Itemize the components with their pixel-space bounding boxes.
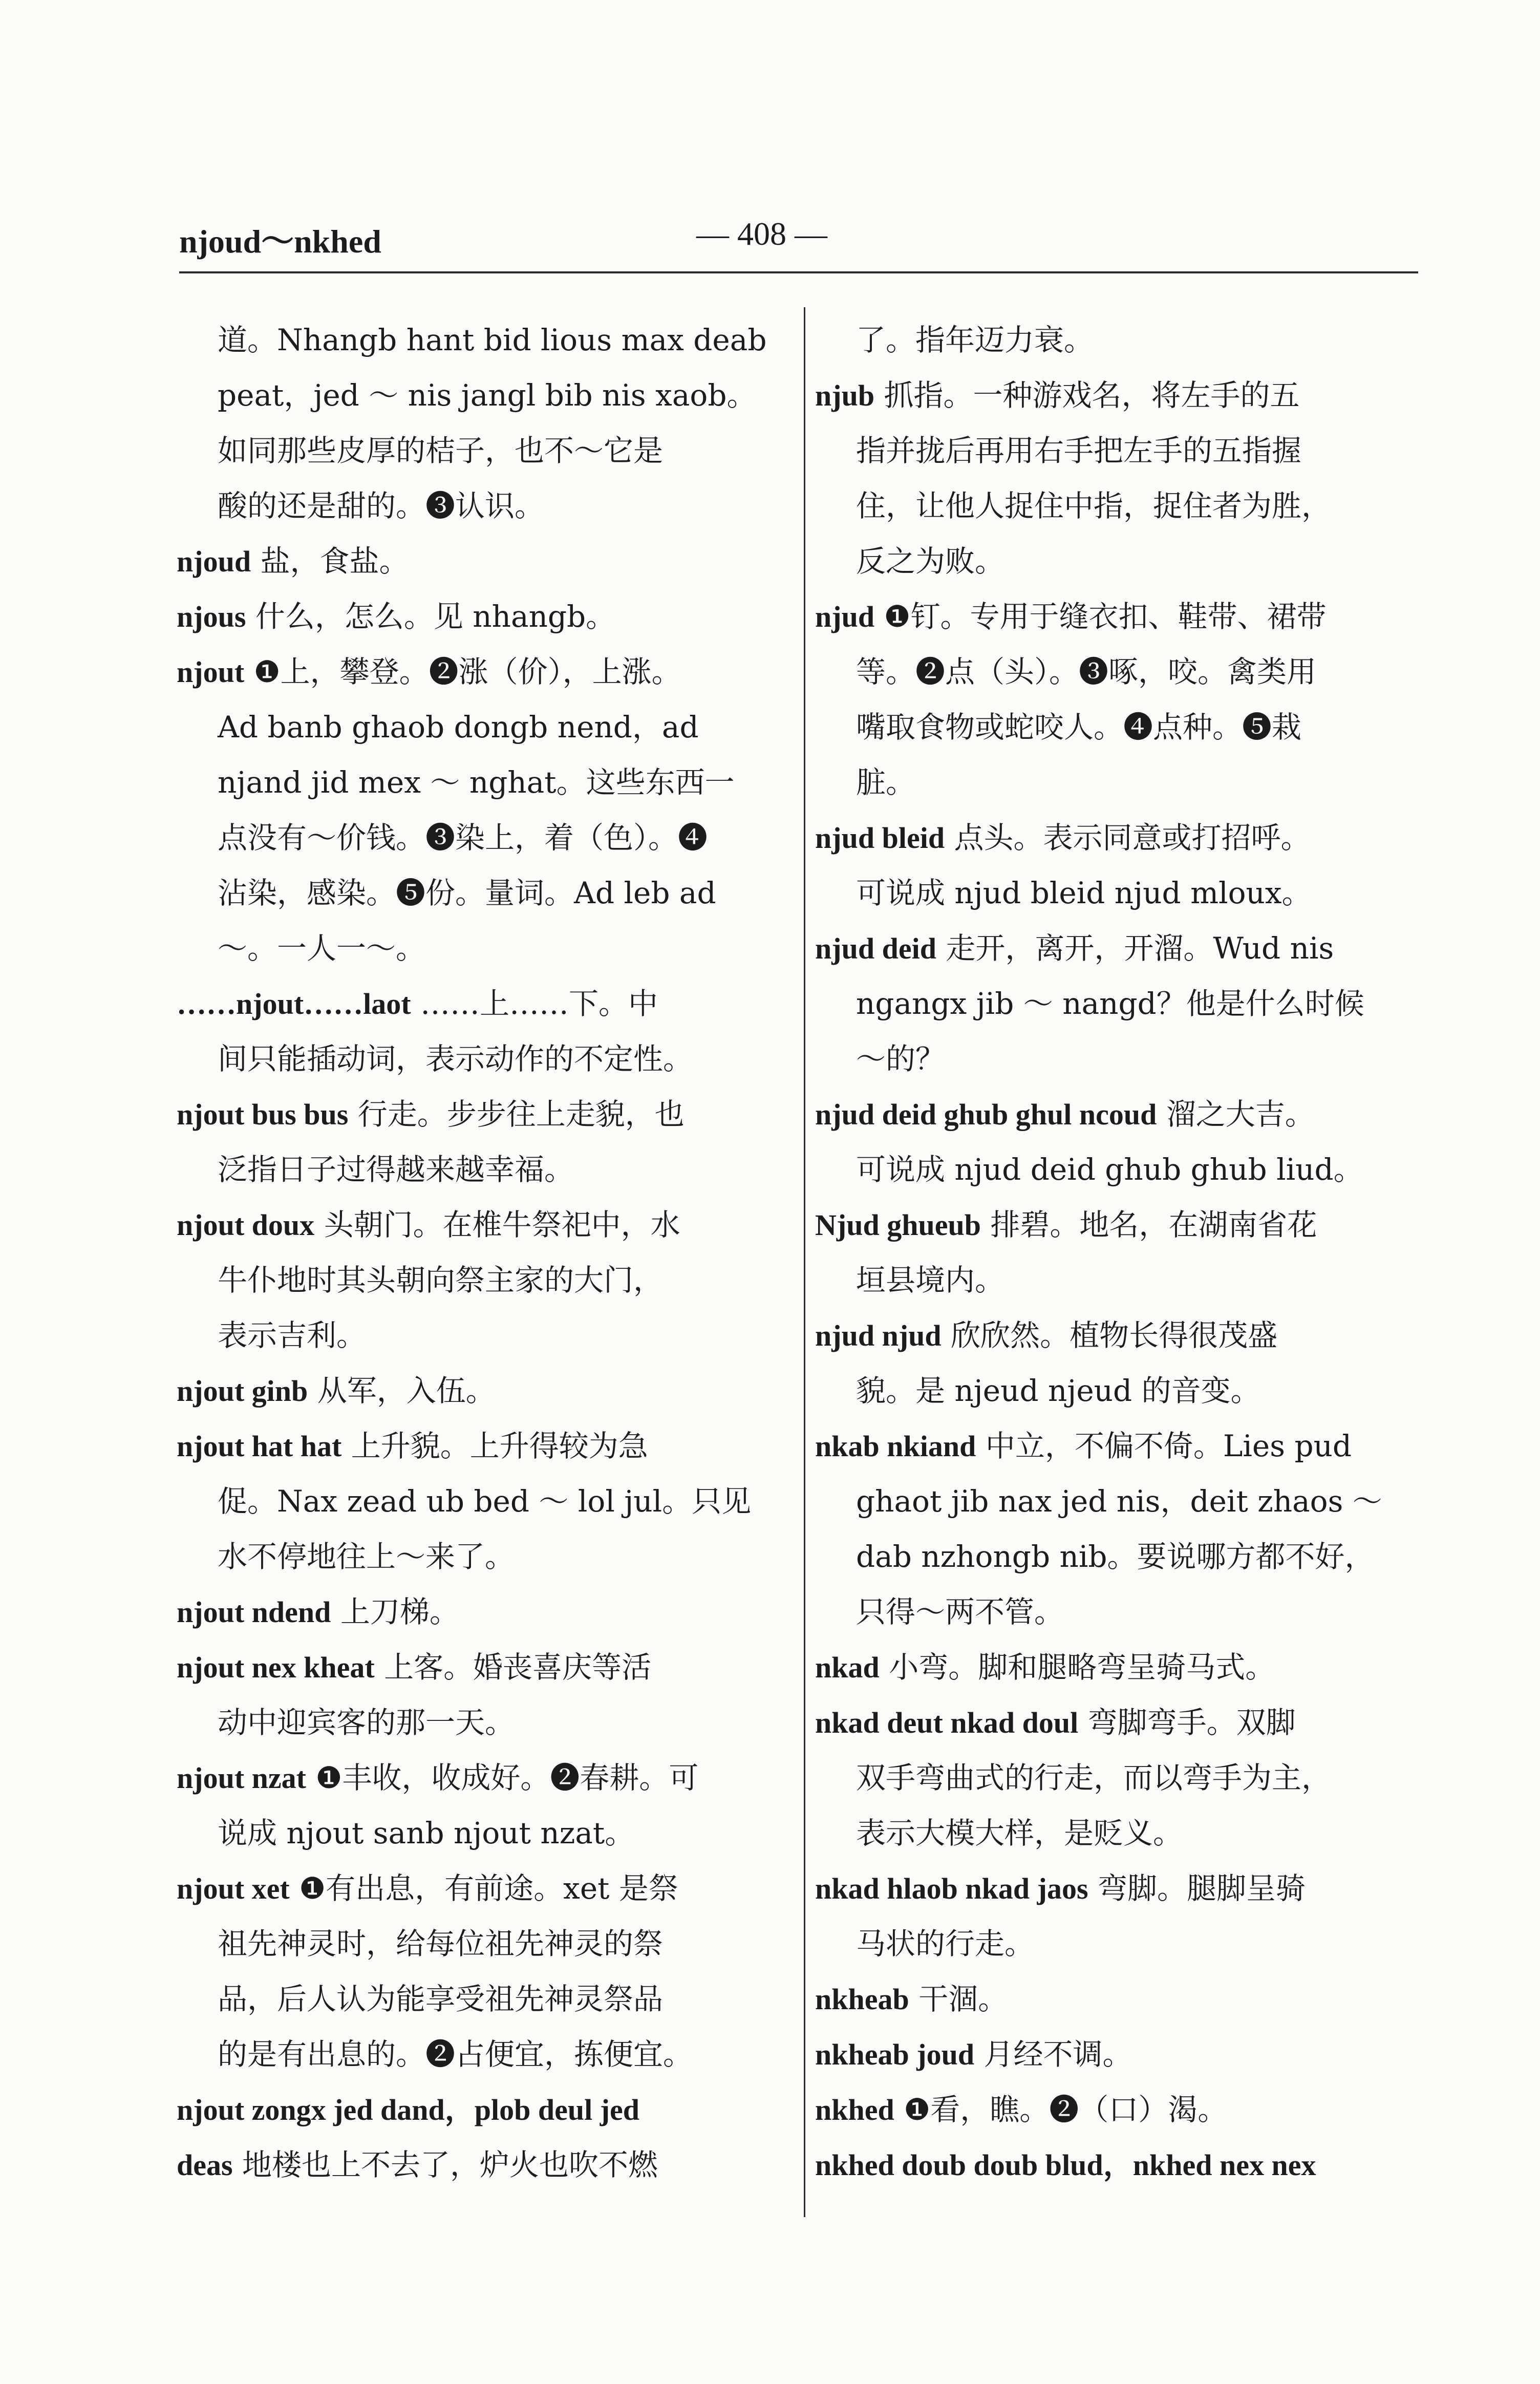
- headword: nkab nkiand: [815, 1430, 976, 1463]
- entry-line: [815, 1142, 1419, 1197]
- definition-text: 住，让他人捉住中指，捉住者为胜，: [856, 488, 1332, 523]
- entry-line: [177, 1805, 781, 1861]
- headword: njud njud: [815, 1319, 942, 1352]
- definition-text: 盐，食盐。: [251, 544, 409, 579]
- entry-line: [815, 699, 1419, 755]
- definition-text: 泛指日子过得越来越幸福。: [218, 1152, 574, 1187]
- entry-line: [177, 1418, 781, 1474]
- headword: njout bus bus: [177, 1098, 349, 1131]
- definition-text: 脏。: [856, 765, 916, 800]
- entry-line: [815, 1695, 1419, 1750]
- entry-line: [177, 1142, 781, 1197]
- definition-text: 如同那些皮厚的桔子，也不～它是: [218, 433, 664, 468]
- definition-text: 嘴取食物或蛇咬人。❹点种。❺栽: [856, 710, 1302, 744]
- definition-text: 的是有出息的。❷占便宜，拣便宜。: [218, 2037, 693, 2072]
- definition-text: ❶钉。专用于缝衣扣、鞋带、裙带: [874, 599, 1327, 634]
- definition-text: 弯脚。腿脚呈骑: [1088, 1871, 1306, 1906]
- definition-text: 头朝门。在椎牛祭祀中，水: [314, 1207, 680, 1242]
- definition-text: 点头。表示同意或打招呼。: [945, 820, 1311, 855]
- entry-line: [177, 921, 781, 976]
- entry-line: [815, 1087, 1419, 1142]
- headword: njout zongx jed dand，plob deul jed: [177, 2093, 640, 2126]
- headword: njout: [177, 655, 245, 689]
- entry-line: [177, 810, 781, 865]
- page-number: — 408 —: [696, 216, 827, 252]
- entry-line: [177, 865, 781, 921]
- headword: nkheab: [815, 1983, 909, 2016]
- entry-line: [815, 976, 1419, 1031]
- entry-line: [177, 478, 781, 534]
- definition-text: ❶丰收，收成好。❷春耕。可: [306, 1760, 699, 1795]
- definition-text: ❶上，攀登。❷涨（价），上涨。: [244, 654, 681, 689]
- headword: njout doux: [177, 1208, 315, 1242]
- header-rule: [179, 271, 1418, 273]
- page-header: [179, 215, 1418, 260]
- entry-line: [177, 589, 781, 644]
- entry-line: [177, 1861, 781, 1916]
- definition-text: 品，后人认为能享受祖先神灵祭品: [218, 1982, 664, 2016]
- definition-text: 说成 njout sanb njout nzat。: [218, 1816, 635, 1850]
- headword: njout ndend: [177, 1595, 331, 1629]
- headword: njub: [815, 379, 875, 412]
- definition-text: 等。❷点（头）。❸啄，咬。禽类用: [856, 654, 1317, 689]
- entry-line: [815, 2027, 1419, 2082]
- headword: nkad deut nkad doul: [815, 1706, 1079, 1739]
- entry-line: [177, 312, 781, 368]
- entry-line: [815, 865, 1419, 921]
- headword: ……njout……laot: [177, 987, 411, 1020]
- entry-line: [177, 1750, 781, 1805]
- definition-text: 排碧。地名，在湖南省花: [980, 1207, 1317, 1242]
- definition-text: 指并拢后再用右手把左手的五指握: [856, 433, 1302, 468]
- headword: nkad: [815, 1651, 880, 1684]
- entry-line: [815, 312, 1419, 368]
- definition-text: 马状的行走。: [856, 1926, 1035, 1961]
- definition-text: 反之为败。: [856, 544, 1005, 579]
- definition-text: 可说成 njud deid ghub ghub liud。: [856, 1152, 1363, 1187]
- definition-text: 表示吉利。: [218, 1318, 367, 1353]
- entry-line: [177, 1640, 781, 1695]
- entry-line: [815, 1474, 1419, 1529]
- definition-text: 只得～两不管。: [856, 1594, 1064, 1629]
- definition-text: 弯脚弯手。双脚: [1078, 1705, 1296, 1740]
- headword: njud deid: [815, 932, 936, 965]
- headword: nkheab joud: [815, 2038, 975, 2071]
- entry-line: [177, 1031, 781, 1087]
- headword: Njud ghueub: [815, 1208, 981, 1242]
- entry-line: [815, 1418, 1419, 1474]
- definition-text: 水不停地往上～来了。: [218, 1539, 515, 1574]
- definition-text: ❶有出息，有前途。xet 是祭: [289, 1871, 678, 1906]
- definition-text: 动中迎宾客的那一天。: [218, 1705, 515, 1740]
- definition-text: 溜之大吉。: [1157, 1097, 1315, 1132]
- entry-line: [177, 699, 781, 755]
- headword: njout ginb: [177, 1374, 308, 1408]
- definition-text: peat，jed ～ nis jangl bib nis xaob。: [218, 378, 757, 413]
- entry-line: [177, 1529, 781, 1584]
- definition-text: 双手弯曲式的行走，而以弯手为主，: [856, 1760, 1332, 1795]
- entry-line: [815, 368, 1419, 423]
- headword: njout xet: [177, 1872, 290, 1905]
- entry-line: [177, 2082, 781, 2137]
- entry-line: [177, 1087, 781, 1142]
- definition-text: 地楼也上不去了，炉火也吹不燃: [232, 2147, 658, 2182]
- entry-line: [177, 368, 781, 423]
- definition-text: 牛仆地时其头朝向祭主家的大门，: [218, 1263, 664, 1297]
- definition-text: 道。Nhangb hant bid lious max deab: [218, 323, 767, 357]
- definition-text: 欣欣然。植物长得很茂盛: [941, 1318, 1278, 1353]
- entry-line: [177, 1695, 781, 1750]
- definition-text: 月经不调。: [974, 2037, 1132, 2072]
- entry-line: [815, 589, 1419, 644]
- definition-text: ～。一人一～。: [218, 931, 426, 966]
- entry-line: [177, 1584, 781, 1640]
- definition-text: 上升貌。上升得较为急: [341, 1429, 648, 1463]
- entry-line: [177, 976, 781, 1031]
- entry-line: [177, 1363, 781, 1418]
- entry-line: [177, 1474, 781, 1529]
- headword: njout hat hat: [177, 1430, 342, 1463]
- entry-line: [815, 1252, 1419, 1308]
- entry-line: [815, 1971, 1419, 2027]
- definition-text: 酸的还是甜的。❸认识。: [218, 488, 545, 523]
- definition-text: 垣县境内。: [856, 1263, 1005, 1297]
- entry-line: [815, 1916, 1419, 1971]
- entry-line: [815, 2082, 1419, 2137]
- entry-line: [815, 534, 1419, 589]
- definition-text: 上刀梯。: [331, 1594, 459, 1629]
- entry-line: [177, 1252, 781, 1308]
- entry-line: [177, 2137, 781, 2193]
- headword: deas: [177, 2148, 233, 2182]
- entry-line: [815, 1861, 1419, 1916]
- entry-line: [177, 755, 781, 810]
- right-column: [815, 312, 1419, 2193]
- entry-line: [815, 1363, 1419, 1418]
- definition-text: 间只能插动词，表示动作的不定性。: [218, 1041, 693, 1076]
- definition-text: 从军，入伍。: [308, 1373, 496, 1408]
- entry-line: [815, 1197, 1419, 1252]
- definition-text: 小弯。脚和腿略弯呈骑马式。: [879, 1650, 1275, 1685]
- definition-text: 什么，怎么。见 nhangb。: [246, 599, 616, 634]
- entry-line: [815, 921, 1419, 976]
- entry-line: [177, 1916, 781, 1971]
- headword: njout nex kheat: [177, 1651, 375, 1684]
- entry-line: [815, 1031, 1419, 1087]
- definition-text: Ad banb ghaob dongb nend，ad: [218, 710, 699, 744]
- headword: nkhed doub doub blud，nkhed nex nex: [815, 2148, 1316, 2182]
- headword: nkad hlaob nkad jaos: [815, 1872, 1088, 1905]
- definition-text: njand jid mex ～ nghat。这些东西一: [218, 765, 735, 800]
- definition-text: 沾染，感染。❺份。量词。Ad leb ad: [218, 876, 716, 910]
- entry-line: [815, 1308, 1419, 1363]
- entry-line: [815, 2137, 1419, 2193]
- entry-line: [177, 2027, 781, 2082]
- definition-text: 促。Nax zead ub bed ～ lol jul。只见: [218, 1484, 752, 1519]
- definition-text: 走开，离开，开溜。Wud nis: [936, 931, 1334, 966]
- entry-line: [177, 423, 781, 478]
- definition-text: 行走。步步往上走貌，也: [348, 1097, 685, 1132]
- definition-text: 了。指年迈力衰。: [856, 323, 1094, 357]
- definition-text: 上客。婚丧喜庆等活: [374, 1650, 652, 1685]
- definition-text: 点没有～价钱。❸染上，着（色）。❹: [218, 820, 708, 855]
- entry-line: [815, 1529, 1419, 1584]
- entry-line: [815, 1750, 1419, 1805]
- entry-line: [815, 1584, 1419, 1640]
- entry-line: [177, 534, 781, 589]
- entry-line: [815, 644, 1419, 699]
- definition-text: 貌。是 njeud njeud 的音变。: [856, 1373, 1260, 1408]
- definition-text: ～的？: [856, 1041, 946, 1076]
- definition-text: 抓指。一种游戏名，将左手的五: [874, 378, 1300, 413]
- definition-text: dab nzhongb nib。要说哪方都不好，: [856, 1539, 1375, 1574]
- entry-line: [177, 644, 781, 699]
- entry-line: [815, 478, 1419, 534]
- entry-line: [815, 1640, 1419, 1695]
- definition-text: 可说成 njud bleid njud mloux。: [856, 876, 1312, 910]
- entry-line: [177, 1971, 781, 2027]
- left-column: [177, 312, 781, 2193]
- headword: njud: [815, 600, 875, 633]
- definition-text: ……上……下。中: [411, 986, 658, 1021]
- definition-text: ghaot jib nax jed nis，deit zhaos ～: [856, 1484, 1382, 1519]
- headword: njoud: [177, 545, 251, 578]
- headword: nkhed: [815, 2093, 894, 2126]
- definition-text: 表示大模大样，是贬义。: [856, 1816, 1183, 1850]
- definition-text: 中立，不偏不倚。Lies pud: [976, 1429, 1352, 1463]
- definition-text: 祖先神灵时，给每位祖先神灵的祭: [218, 1926, 664, 1961]
- entry-line: [815, 1805, 1419, 1861]
- definition-text: ngangx jib ～ nangd？他是什么时候: [856, 986, 1364, 1021]
- headword: njud deid ghub ghul ncoud: [815, 1098, 1157, 1131]
- headword: njous: [177, 600, 246, 633]
- definition-text: ❶看，瞧。❷（口）渴。: [894, 2092, 1228, 2127]
- entry-line: [815, 755, 1419, 810]
- entry-line: [177, 1308, 781, 1363]
- headword: njud bleid: [815, 821, 945, 855]
- column-divider: [804, 307, 805, 2217]
- headword: njout nzat: [177, 1761, 306, 1795]
- entry-line: [815, 423, 1419, 478]
- entry-line: [815, 810, 1419, 865]
- header-range: njoud～nkhed: [179, 223, 381, 260]
- definition-text: 干涸。: [909, 1982, 1008, 2016]
- entry-line: [177, 1197, 781, 1252]
